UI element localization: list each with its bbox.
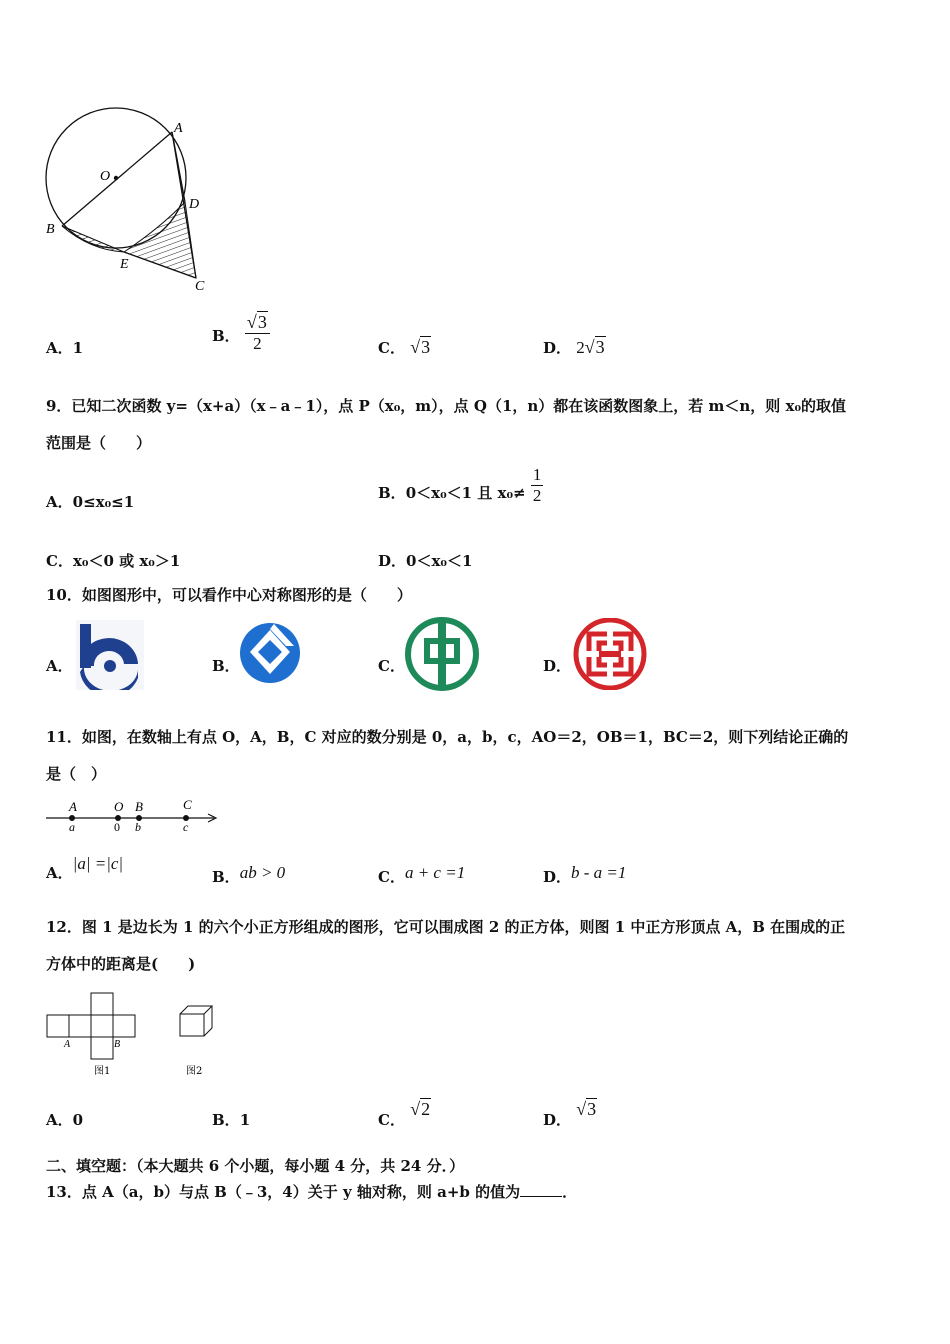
bank-logo-d-icon	[572, 618, 648, 690]
q8-option-d[interactable]	[543, 337, 606, 358]
coefficient: 2	[576, 338, 585, 357]
q12-option-d[interactable]	[543, 1099, 597, 1130]
q12-stem-line1: 12．图 1 是边长为 1 的六个小正方形组成的图形，它可以围成图 2 的正方体，则图 1 中正方形顶点 A，B 在围成的正	[46, 918, 846, 936]
q9-option-a[interactable]	[46, 491, 134, 512]
fig1-caption: 图1	[94, 1066, 111, 1077]
number-line	[42, 796, 222, 836]
axis-value-c: c	[183, 820, 189, 834]
option-text: 0＜x₀＜1 且 x₀≠	[405, 484, 526, 502]
bank-logo-a-icon	[76, 620, 144, 690]
q10-option-d-letter[interactable]: D．	[543, 657, 572, 675]
option-expression: a + c =1	[404, 863, 466, 882]
q13-text: 13．点 A（a，b）与点 B（﹣3，4）关于 y 轴对称，则 a+b 的值为	[46, 1183, 521, 1201]
q12-option-c[interactable]	[378, 1099, 431, 1130]
q11-option-c[interactable]	[378, 863, 466, 887]
cube-figure	[176, 1000, 226, 1080]
option-letter: C．	[378, 1111, 405, 1129]
label-d: D	[189, 197, 200, 212]
q11-stem-line2: 是（ ）	[46, 765, 107, 783]
sqrt-expression: √3	[576, 1099, 597, 1119]
label-a: A	[174, 121, 183, 136]
option-letter: B．	[212, 1111, 240, 1129]
bank-logo-c-icon	[404, 616, 480, 692]
q13-period: ．	[562, 1183, 578, 1201]
label-o: O	[100, 169, 111, 184]
q11-option-d[interactable]	[543, 863, 627, 887]
q12-stem-line2: 方体中的距离是( )	[46, 955, 196, 973]
option-expression: b - a =1	[571, 863, 627, 882]
label-e: E	[120, 257, 129, 272]
option-text: 0＜x₀＜1	[406, 552, 473, 570]
label-b: B	[46, 222, 55, 237]
axis-value-b: b	[135, 820, 141, 834]
q9-option-d[interactable]	[378, 550, 472, 571]
q10-option-a-letter[interactable]: A．	[46, 657, 73, 675]
fraction-sqrt3-over-2: $\frac{√3}{2}$	[245, 312, 270, 354]
option-letter: A．	[46, 339, 73, 357]
sqrt-expression: √3	[410, 337, 431, 357]
q9-option-b[interactable]	[378, 465, 543, 506]
axis-label-A: A	[69, 799, 77, 814]
option-value: 1	[72, 339, 84, 357]
option-letter: C．	[378, 339, 405, 357]
sqrt-expression: √2	[410, 1099, 431, 1119]
q12-option-b[interactable]	[212, 1109, 250, 1130]
bank-logo-b-icon	[238, 620, 302, 686]
axis-value-a: a	[69, 820, 75, 834]
axis-label-B: B	[135, 799, 143, 814]
q11-stem-line1: 11．如图，在数轴上有点 O，A，B，C 对应的数分别是 0，a，b，c，AO＝2，OB＝1，BC＝2，则下列结论正确的	[46, 728, 849, 746]
answer-blank[interactable]	[520, 1182, 562, 1197]
option-letter: A．	[46, 864, 73, 882]
option-letter: B．	[378, 484, 406, 502]
option-letter: D．	[543, 339, 572, 357]
axis-value-0: 0	[114, 820, 120, 834]
q12-option-a[interactable]	[46, 1109, 83, 1130]
q10-option-c-letter[interactable]: C．	[378, 657, 405, 675]
fig2-caption: 图2	[186, 1066, 203, 1077]
fraction-half: $\frac{1}{2}$	[532, 465, 542, 505]
option-letter: B．	[212, 868, 240, 886]
q11-option-b[interactable]	[212, 863, 286, 887]
q9-option-c[interactable]	[46, 550, 180, 571]
option-text: x₀＜0 或 x₀＞1	[72, 552, 181, 570]
option-letter: A．	[46, 1111, 73, 1129]
q8-option-a[interactable]	[46, 337, 83, 358]
label-c: C	[195, 279, 205, 294]
option-value: 1	[239, 1111, 251, 1129]
option-letter: B．	[212, 326, 240, 345]
option-letter: D．	[378, 552, 407, 570]
q9-stem-line2: 范围是（ ）	[46, 434, 152, 452]
option-text: 0≤x₀≤1	[72, 493, 135, 511]
q8-option-c[interactable]	[378, 337, 431, 358]
option-letter: D．	[543, 1111, 572, 1129]
q8-option-b[interactable]	[212, 312, 270, 354]
center-dot	[114, 176, 118, 180]
cube-net-figure	[44, 990, 144, 1080]
option-letter: C．	[46, 552, 73, 570]
option-expression: ab > 0	[239, 863, 286, 882]
net-label-a: A	[64, 1039, 71, 1050]
sqrt-expression: √3	[584, 337, 605, 357]
net-label-b: B	[114, 1039, 121, 1050]
option-letter: D．	[543, 868, 572, 886]
q11-option-a[interactable]	[46, 854, 124, 883]
q13-line	[46, 1181, 577, 1202]
axis-label-O: O	[114, 799, 124, 814]
q10-stem: 10．如图图形中，可以看作中心对称图形的是（ ）	[46, 586, 412, 604]
option-letter: C．	[378, 868, 405, 886]
option-value: 0	[72, 1111, 84, 1129]
option-expression: |a| =|c|	[72, 854, 124, 873]
section-heading: 二、填空题：（本大题共 6 个小题，每小题 4 分，共 24 分．）	[46, 1157, 465, 1175]
q10-option-b-letter[interactable]: B．	[212, 657, 240, 675]
circle-figure	[40, 100, 220, 300]
q9-stem-line1: 9．已知二次函数 y=（x+a）（x﹣a﹣1），点 P（x₀，m），点 Q（1，n）都在该函数图象上，若 m＜n，则 x₀的取值	[46, 397, 847, 415]
option-letter: A．	[46, 493, 73, 511]
axis-label-C: C	[183, 797, 192, 812]
